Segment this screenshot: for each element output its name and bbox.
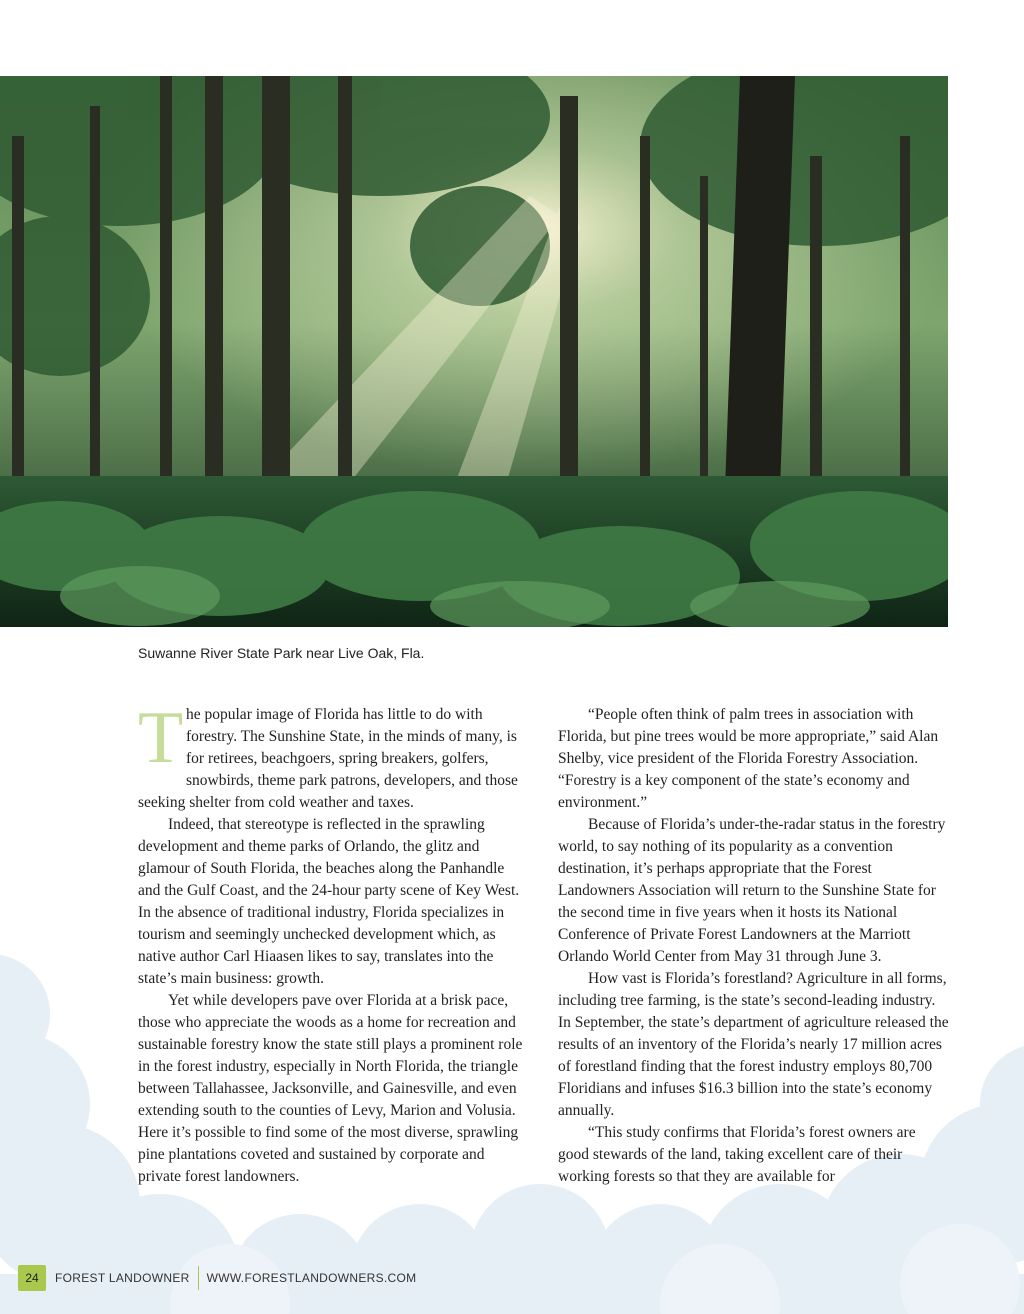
article-paragraph: How vast is Florida’s forestland? Agriculture in all forms, including tree farming, is the state’s second-leading industry. In September, the state’s department of agriculture released the results of an inventory of the Florida’s nearly 17 million acres of forestland finding that the forest industry employs 80,700 Floridians and infuses $16.3 billion into the state’s economy annually. <box>558 970 949 1119</box>
article-paragraph: “This study confirms that Florida’s forest owners are good stewards of the land, taking excellent care of their working forests so that they are available for <box>558 1124 916 1185</box>
article-paragraph: Indeed, that stereotype is reflected in the sprawling development and theme parks of Orlando, the glitz and glamour of South Florida, the beaches along the Panhandle and the Gulf Coast, and the 24-hour party scene of Key West. In the absence of traditional industry, Florida specializes in tourism and seemingly unchecked development which, as native author Carl Hiaasen likes to say, translates into the state’s main business: growth. <box>138 816 520 987</box>
footer-divider <box>198 1266 199 1290</box>
drop-cap: T <box>138 697 184 779</box>
photo-caption: Suwanne River State Park near Live Oak, Fla. <box>138 645 425 661</box>
paragraph-text: he popular image of Florida has little to do with forestry. The Sunshine State, in the minds of many, is for retirees, beachgoers, spring breakers, golfers, snowbirds, theme park patrons, developers, and those seeking shelter from cold weather and taxes. <box>138 706 518 811</box>
article-paragraph: “People often think of palm trees in association with Florida, but pine trees would be more appropriate,” said Alan Shelby, vice president of the Florida Forestry Association. “Forestry is a key component of the state’s economy and environment.” <box>558 706 939 811</box>
website-link[interactable]: WWW.FORESTLANDOWNERS.COM <box>206 1271 417 1285</box>
forest-photo <box>0 76 948 627</box>
article-paragraph: Yet while developers pave over Florida at a brisk pace, those who appreciate the woods as a home for recreation and sustainable forestry know the state still plays a prominent role in the forest industry, especially in North Florida, the triangle between Tallahassee, Jacksonville, and Gainesville, and even extending south to the counties of Levy, Marion and Volusia. Here it’s possible to find some of the most diverse, sprawling pine plantations coveted and sustained by corporate and private forest landowners. <box>138 992 523 1185</box>
page-footer <box>18 1265 416 1291</box>
publication-name: FOREST LANDOWNER <box>55 1271 190 1285</box>
article-right-column <box>558 704 950 1188</box>
page-number: 24 <box>18 1265 46 1291</box>
article-paragraph <box>138 697 530 814</box>
article-left-column <box>138 697 530 1188</box>
article-paragraph: Because of Florida’s under-the-radar status in the forestry world, to say nothing of its popularity as a convention destination, it’s perhaps appropriate that the Forest Landowners Association will return to the Sunshine State for the second time in five years when it hosts its National Conference of Private Forest Landowners at the Marriott Orlando World Center from May 31 through June 3. <box>558 816 946 965</box>
